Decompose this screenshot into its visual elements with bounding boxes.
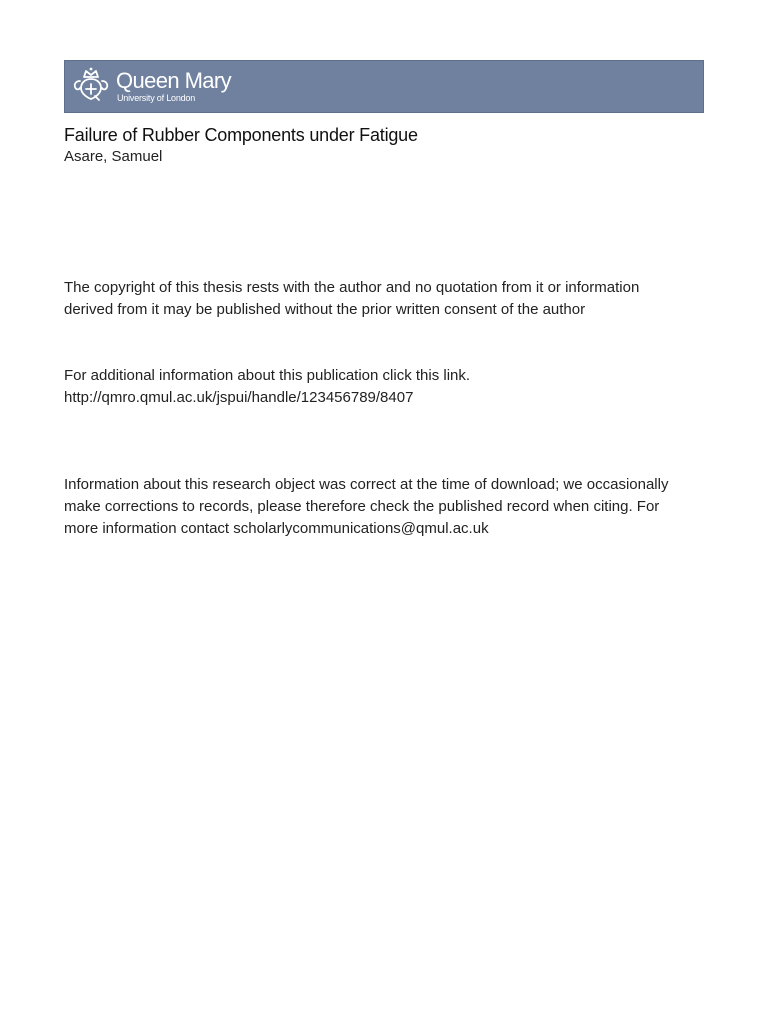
copyright-notice [64,277,704,321]
additional-info [64,365,704,409]
additional-info-text: For additional information about this publication click this link. [64,367,471,384]
copyright-line: derived from it may be published without the prior written consent of the author [64,301,586,318]
correction-notice [64,474,704,540]
document-author: Asare, Samuel [64,148,163,165]
crown-cross-icon [71,66,111,102]
publication-link[interactable]: http://qmro.qmul.ac.uk/jspui/handle/123456789/8407 [64,389,414,406]
brand-subtitle: University of London [117,93,196,103]
document-title: Failure of Rubber Components under Fatigue [64,125,418,145]
brand-name: Queen Mary [116,68,232,93]
header-banner [64,60,704,113]
notice-line: Information about this research object was correct at the time of download; we occasionally [64,476,669,493]
copyright-line: The copyright of this thesis rests with the author and no quotation from it or information [64,279,640,296]
notice-line-contact: more information contact scholarlycommunications@qmul.ac.uk [64,520,489,537]
notice-line: make corrections to records, please therefore check the published record when citing. For [64,498,660,515]
